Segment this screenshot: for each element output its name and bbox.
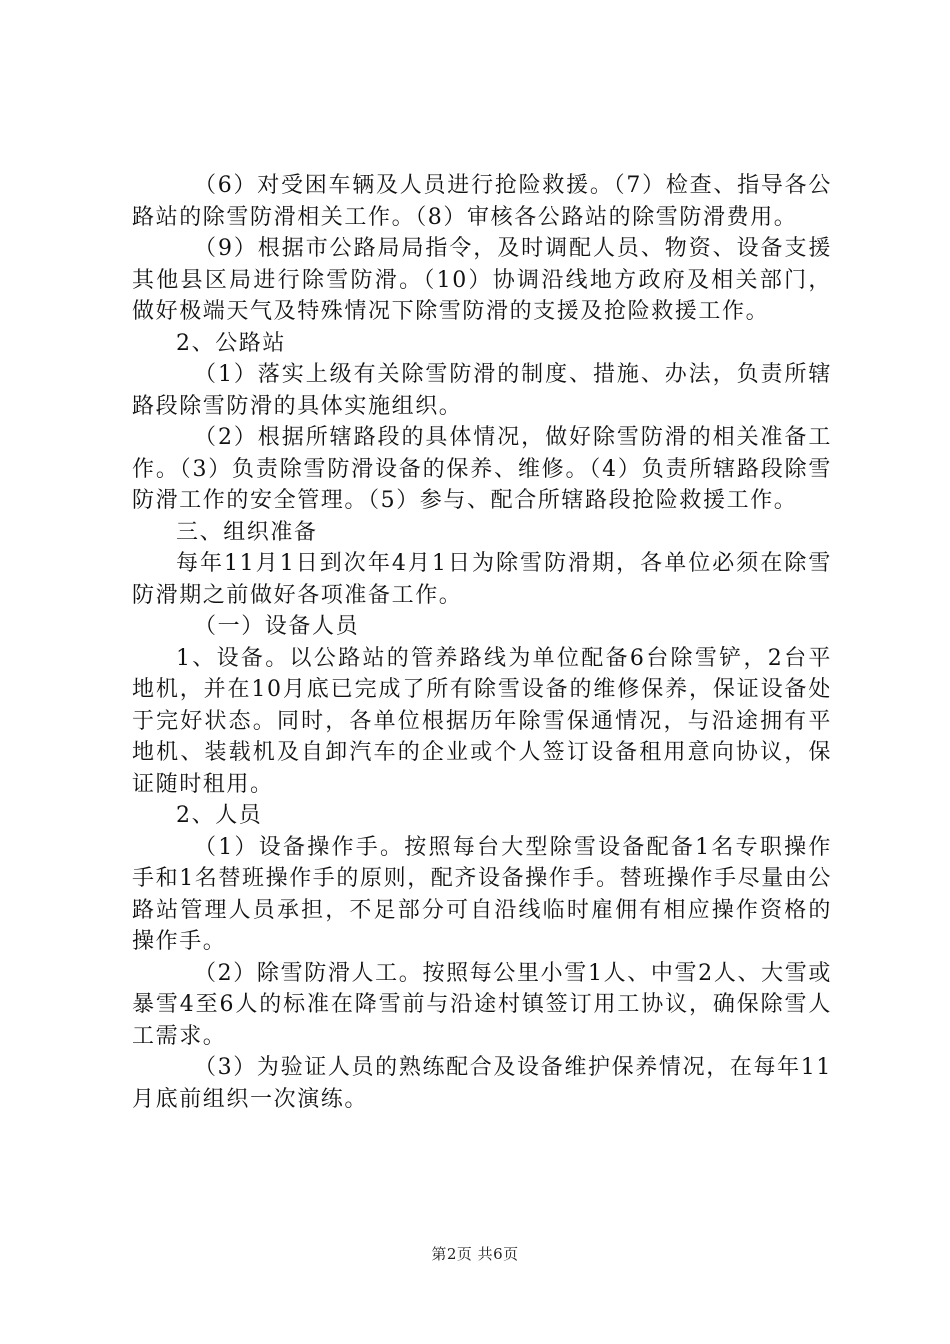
paragraph-labor: （2）除雪防滑人工。按照每公里小雪1人、中雪2人、大雪或暴雪4至6人的标准在降雪前与沿途村镇签订用工协议，确保除雪人工需求。 (132, 960, 832, 1049)
paragraph-equipment: 1、设备。以公路站的管养路线为单位配备6台除雪铲，2台平地机，并在10月底已完成了所有除雪设备的维修保养，保证设备处于完好状态。同时，各单位根据历年除雪保通情况，与沿途拥有平地机、装载机及自卸汽车的企业或个人签订设备租用意向协议，保证随时租用。 (132, 645, 832, 797)
paragraph-duty-9-10: （9）根据市公路局局指令，及时调配人员、物资、设备支援其他县区局进行除雪防滑。（10）协调沿线地方政府及相关部门，做好极端天气及特殊情况下除雪防滑的支援及抢险救援工作。 (132, 236, 832, 324)
paragraph-duty-6-8: （6）对受困车辆及人员进行抢险救援。（7）检查、指导各公路站的除雪防滑相关工作。（8）审核各公路站的除雪防滑费用。 (132, 173, 832, 230)
document-body (132, 170, 832, 1115)
page-number-footer: 第2页 共6页 (431, 1245, 519, 1263)
paragraph-snow-period: 每年11月1日到次年4月1日为除雪防滑期，各单位必须在除雪防滑期之前做好各项准备工作。 (132, 551, 832, 608)
paragraph-station-duty-1: （1）落实上级有关除雪防滑的制度、措施、办法，负责所辖路段除雪防滑的具体实施组织。 (132, 362, 832, 419)
paragraph-drill: （3）为验证人员的熟练配合及设备维护保养情况，在每年11月底前组织一次演练。 (132, 1055, 832, 1112)
section-heading-personnel: 2、人员 (176, 803, 263, 828)
section-heading-organization: 三、组织准备 (176, 519, 318, 545)
paragraph-station-duty-2-5: （2）根据所辖路段的具体情况，做好除雪防滑的相关准备工作。（3）负责除雪防滑设备的保养、维修。（4）负责所辖路段除雪防滑工作的安全管理。（5）参与、配合所辖路段抢险救援工作。 (132, 425, 832, 513)
subheading-equipment-personnel: （一）设备人员 (194, 614, 360, 639)
paragraph-operators: （1）设备操作手。按照每台大型除雪设备配备1名专职操作手和1名替班操作手的原则，配齐设备操作手。替班操作手尽量由公路站管理人员承担，不足部分可自沿线临时雇佣有相应操作资格的操作手。 (132, 834, 832, 954)
section-heading-highway-station: 2、公路站 (176, 330, 286, 356)
